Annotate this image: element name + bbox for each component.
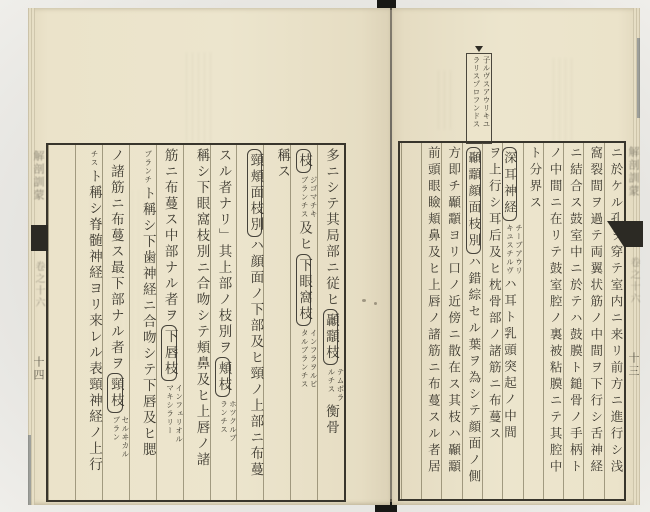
- kana-gloss-line: インフェリオル: [174, 384, 184, 444]
- kana-gloss-line: タルブランチス: [300, 328, 310, 388]
- boxed-term: 頸枝: [107, 373, 123, 413]
- boxed-term: 顳顬枝: [323, 309, 339, 365]
- text-column: [502, 143, 522, 499]
- left-text-frame: [46, 143, 346, 502]
- text-column: [583, 143, 603, 499]
- volume-label: 卷之十六: [628, 257, 639, 305]
- left-text-block: [48, 145, 344, 500]
- tab-pointer-mark: [475, 46, 483, 52]
- text-column: [441, 143, 461, 499]
- boxed-term: 枝: [296, 149, 312, 173]
- kana-gloss-line: ルチス: [327, 368, 336, 394]
- kana-gloss: [505, 224, 523, 275]
- column-text: 及ヒ: [296, 220, 313, 253]
- column-text: 稱シ下眼窩枝別ニ合吻シテ頬鼻及ヒ上唇ノ諸: [193, 148, 210, 468]
- column-text: ハ錯綜セル葉ヲ為シテ顔面ノ側: [466, 255, 482, 486]
- column-text: 前頭眼瞼頬鼻及ヒ上唇ノ諸筋ニ布蔓スル者居: [426, 146, 442, 476]
- kana-gloss-line: ジゴマチキ: [309, 176, 319, 219]
- kana-gloss-line: ホツクルブ: [228, 400, 238, 443]
- right-text-frame: [398, 141, 626, 501]
- boxed-term: 頬枝: [215, 357, 231, 397]
- kana-gloss-line: キユスチルヴ: [505, 224, 515, 275]
- kana-gloss-line: チス: [89, 150, 99, 167]
- text-column: [482, 143, 502, 499]
- column-text: ノ中間ニ在リテ鼓室腔ノ裏被粘膜ニテ其腔中: [548, 146, 564, 476]
- text-column: [48, 145, 75, 500]
- column-text: ト分界ス: [527, 146, 543, 212]
- fold-mark: [607, 221, 643, 247]
- kana-gloss: [218, 400, 236, 443]
- page-number: 十四: [32, 356, 45, 382]
- annotation-tab: [466, 53, 492, 144]
- column-text: ハ顔面ノ下部及ヒ頸ノ上部ニ布蔓: [247, 238, 264, 478]
- kana-gloss: [89, 150, 98, 167]
- kana-gloss: [299, 176, 317, 219]
- kana-gloss-line: ブランチス: [300, 176, 310, 219]
- text-column: [236, 145, 263, 500]
- text-column: [102, 145, 129, 500]
- column-text: ハ耳ト乳頭突起ノ中間: [502, 277, 518, 442]
- bleedthrough-ghost: [438, 70, 452, 130]
- column-text: スル者ナリ」其上部ノ枝別ヲ: [215, 148, 232, 356]
- text-column: [462, 143, 482, 499]
- ink-speck: [362, 299, 366, 302]
- column-text: 方即チ顳顬ヨリ口ノ近傍ニ散在ス其枝ハ顳顬: [446, 146, 462, 476]
- kana-gloss-line: マキシラリー: [165, 384, 175, 435]
- kana-gloss: [165, 384, 183, 444]
- page-number: 十三: [627, 352, 640, 378]
- column-text: 筋ニ布蔓ス中部ナル者ヲ: [161, 148, 178, 324]
- kana-gloss-line: ランチス: [219, 400, 229, 434]
- left-margin-hashira: [31, 150, 48, 495]
- kana-gloss-line: チーブアウリ: [514, 224, 524, 275]
- column-text: ト稱シ脊髄神経ヨリ来レル表頸神経ノ上行: [85, 169, 102, 473]
- volume-label: 卷之十六: [33, 261, 44, 309]
- text-column: [156, 145, 183, 500]
- text-column: [317, 145, 344, 500]
- boxed-term: 下唇枝: [161, 325, 177, 381]
- right-margin-hashira: [625, 146, 643, 491]
- column-text: 窩裂間ヲ過テ両翼状筋ノ中間ヲ下行シ舌神経: [588, 146, 604, 476]
- column-text: ト稱シ下歯神経ニ合吻シテ下唇及ヒ腮: [139, 186, 156, 458]
- text-column: [183, 145, 210, 500]
- column-text: 多ニシテ其局部ニ従ヒ: [323, 148, 339, 308]
- tab-line: 子ルヴスアウリキユ: [482, 56, 491, 128]
- kana-gloss: [326, 368, 344, 402]
- column-text: ヲ上行シ耳后及ヒ枕骨部ノ諸筋ニ布蔓ス: [487, 146, 503, 443]
- kana-gloss: [111, 416, 129, 459]
- ink-speck: [374, 302, 377, 305]
- kana-gloss-line: ブラン: [111, 416, 121, 442]
- kana-gloss-line: ブランチ: [143, 150, 153, 184]
- kana-gloss: [299, 329, 317, 389]
- text-column: [210, 145, 237, 500]
- text-column: [604, 143, 624, 499]
- tab-line: ラリスプロフンドス: [472, 56, 481, 128]
- kana-gloss-line: インフラヲルビ: [309, 328, 319, 388]
- boxed-term: 頸頬面枝別: [247, 149, 263, 237]
- cover-edge: [637, 38, 640, 118]
- text-column: [263, 145, 290, 500]
- bleedthrough-ghost: [553, 58, 577, 142]
- column-text: ニ於ケル孔ヲ穿テ室内ニ来リ前方ニ進行シ浅: [609, 146, 624, 476]
- column-text: ニ結合ス鼓室中ニ於テハ鼓膜ト鎚骨ノ手柄ト: [568, 146, 584, 476]
- kana-gloss: [143, 150, 152, 184]
- center-fold: [390, 8, 392, 502]
- column-text: 稱ス: [274, 148, 291, 180]
- book-title: 解剖訓蒙: [627, 146, 640, 198]
- column-text: 衡骨: [323, 404, 339, 436]
- boxed-term: 下眼窩枝: [296, 254, 312, 326]
- boxed-term: 顳顬顔面枝別: [466, 147, 481, 254]
- text-column: [523, 143, 543, 499]
- text-column: [290, 145, 317, 500]
- kana-gloss-line: テムポラ: [336, 368, 345, 402]
- text-column: [129, 145, 156, 500]
- book-title: 解剖訓蒙: [32, 150, 45, 202]
- text-column: [75, 145, 102, 500]
- bleedthrough-ghost: [186, 52, 216, 144]
- right-text-block: [400, 143, 624, 499]
- text-column: [401, 143, 421, 499]
- text-column: [563, 143, 583, 499]
- fold-mark: [31, 225, 48, 251]
- text-column: [543, 143, 563, 499]
- boxed-term: 深耳神経: [502, 147, 517, 221]
- kana-gloss-line: セルヰカル: [120, 416, 130, 459]
- text-column: [421, 143, 441, 499]
- column-text: ノ諸筋ニ布蔓ス最下部ナル者ヲ: [107, 148, 124, 372]
